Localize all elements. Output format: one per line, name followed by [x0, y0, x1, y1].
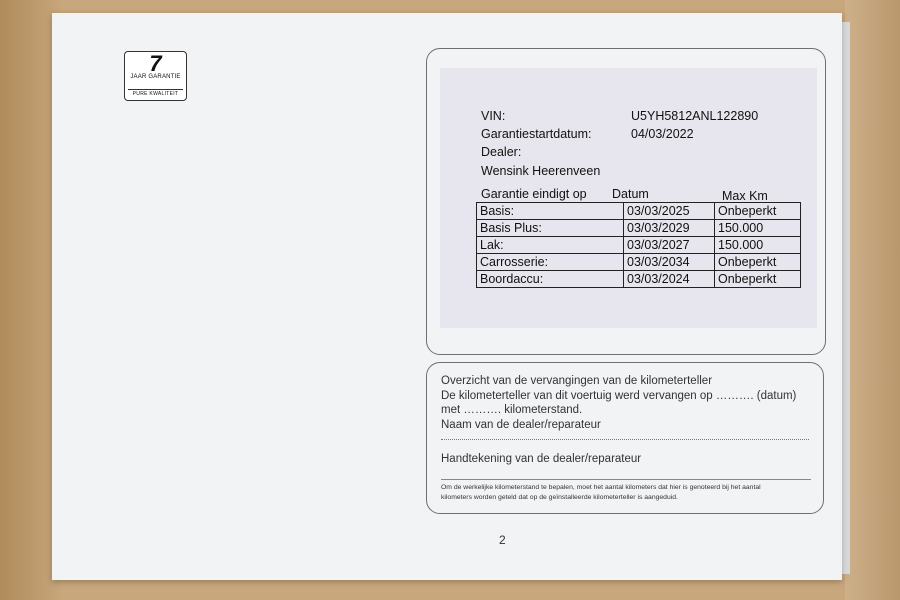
odometer-note-2: kilometers worden geteld dat op de geïnstalleerde kilometerteller is aangeduid.	[441, 494, 678, 501]
odometer-title: Overzicht van de vervangingen van de kilometerteller	[441, 375, 713, 387]
row-km: Onbeperkt	[715, 203, 801, 220]
warranty-logo	[124, 51, 187, 101]
vin-value: U5YH5812ANL122890	[631, 109, 759, 123]
row-date: 03/03/2034	[624, 254, 715, 271]
dealer-value: Wensink Heerenveen	[481, 164, 601, 178]
table-row	[477, 254, 801, 271]
warranty-table	[476, 202, 801, 288]
signature-label: Handtekening van de dealer/reparateur	[441, 453, 642, 465]
dealer-label: Dealer:	[481, 145, 522, 159]
start-date-label: Garantiestartdatum:	[481, 127, 592, 141]
table-surface-right	[845, 0, 900, 600]
row-km: Onbeperkt	[715, 271, 801, 288]
start-date-value: 04/03/2022	[631, 127, 694, 141]
table-header-km: Max Km	[722, 189, 768, 203]
row-type: Carrosserie:	[477, 254, 624, 271]
page-number: 2	[499, 533, 506, 547]
table-header-date: Datum	[612, 187, 649, 201]
vin-label: VIN:	[481, 109, 506, 123]
row-type: Lak:	[477, 237, 624, 254]
logo-bottom-text: PURE KWALITEIT	[128, 89, 183, 98]
odometer-note-1: Om de werkelijke kilometerstand te bepalen, moet het aantal kilometers dat hier is genoteerd bij het aantal	[441, 484, 761, 491]
logo-top-text: JAAR GARANTIE	[130, 74, 181, 80]
row-date: 03/03/2025	[624, 203, 715, 220]
table-header-type: Garantie eindigt op	[481, 187, 587, 201]
row-date: 03/03/2027	[624, 237, 715, 254]
odometer-line-1: De kilometerteller van dit voertuig werd vervangen op ………. (datum)	[441, 390, 797, 402]
row-type: Basis Plus:	[477, 220, 624, 237]
table-row	[477, 237, 801, 254]
row-type: Basis:	[477, 203, 624, 220]
signature-line	[441, 478, 811, 480]
row-type: Boordaccu:	[477, 271, 624, 288]
dealer-name-label: Naam van de dealer/reparateur	[441, 419, 601, 431]
dealer-name-line	[441, 438, 809, 440]
row-date: 03/03/2029	[624, 220, 715, 237]
row-km: 150.000	[715, 220, 801, 237]
row-km: 150.000	[715, 237, 801, 254]
odometer-line-2: met ………. kilometerstand.	[441, 404, 583, 416]
logo-number: 7	[149, 51, 162, 76]
row-date: 03/03/2024	[624, 271, 715, 288]
table-row	[477, 271, 801, 288]
table-row	[477, 220, 801, 237]
row-km: Onbeperkt	[715, 254, 801, 271]
table-row	[477, 203, 801, 220]
table-surface-left	[0, 0, 60, 600]
